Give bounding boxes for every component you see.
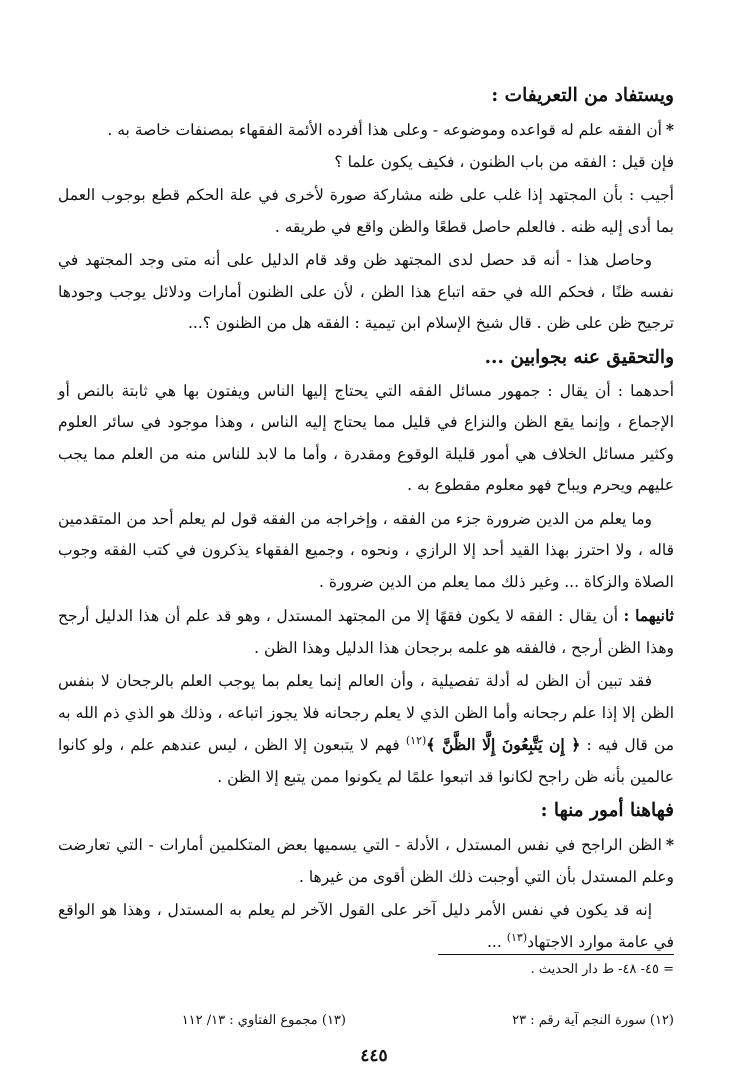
paragraph-answer: أجيب : بأن المجتهد إذا غلب على ظنه مشاركة صورة لأخرى في علة الحكم قطع بوجوب العمل بما أدى إليه ظنه . فالعلم حاصل قطعًا والظن واقع في طريقه .	[58, 186, 674, 236]
footnote-ref-12: (١٢)	[405, 733, 427, 747]
footnote-continuation: = ٤٥- ٤٨- ط دار الحديث .	[530, 962, 674, 977]
footnote-13: (١٣) مجموع الفتاوي : ١٣/ ١١٢	[181, 1013, 346, 1028]
paragraph-summary: وحاصل هذا - أنه قد حصل لدى المجتهد ظن وقد قام الدليل على أنه متى وجد المجتهد في نفسه ظنًا ، فحكم الله في حقه اتباع هذا الظن ، لأن على الظنون أمارات ودلائل يوجب وجودها ترجيح ظن على ظن . قال شيخ الإسلام ابن تيمية : الفقه هل من الظنون ؟...	[58, 251, 674, 332]
second-answer-text: أن يقال : الفقه لا يكون فقهًا إلا من المجتهد المستدل ، وهو قد علم أن هذا الدليل أرجح وهذا الظن أرجح ، فالفقه هو علمه برجحان هذا الدليل وهذا الظن .	[58, 607, 674, 657]
evidence-text-a: فقد تبين أن الظن له أدلة تفصيلية ، وأن العالم إنما يعلم بما يوجب العلم بالرجحان لا بنفس الظن إلا إذا علم رجحانه وأما الظن الذي لا يعلم رجحانه فلا يجوز اتباعه ، وذلك هو الذي ذم الله به من قال فيه :	[58, 672, 675, 754]
paragraph-preponderant-opinion	[58, 829, 674, 893]
page-number: ٤٤٥	[360, 1046, 388, 1066]
paragraph-second-answer	[58, 600, 674, 664]
evidence-text-b: فهم لا يتبعون إلا الظن ، ليس عندهم علم ، ولو كانوا عالمين بأنه ظن راجح لكانوا قد اتبعوا علمًا لم يكونوا ممن يتبع إلا الظن .	[58, 736, 674, 786]
second-answer-label: ثانيهما :	[623, 606, 674, 625]
bullet-star-icon: *	[665, 120, 674, 139]
paragraph-religion-necessity: وما يعلم من الدين ضرورة جزء من الفقه ، وإخراجه من الفقه قول لم يعلم أحد من المتقدمين قاله ، ولا احترز بهذا القيد أحد إلا الرازي ، ونحوه ، وجميع الفقهاء يذكرون في كتب الفقه وجوب الصلاة والزكاة ... وغير ذلك مما يعلم من الدين ضرورة .	[58, 509, 674, 591]
other-evidence-ellipsis: ...	[486, 932, 507, 951]
footnote-12: (١٢) سورة النجم آية رقم : ٢٣	[512, 1013, 674, 1028]
paragraph-fiqh-science-text: أن الفقه علم له قواعده وموضوعه - وعلى هذا أفرده الأئمة الفقهاء بمصنفات خاصة به .	[107, 121, 662, 139]
paragraph-fiqh-science	[58, 114, 674, 147]
page-body	[58, 78, 674, 958]
other-evidence-text: إنه قد يكون في نفس الأمر دليل آخر على القول الآخر لم يعلم به المستدل ، وهذا هو الواقع في عامة موارد الاجتهاد	[58, 901, 674, 951]
paragraph-first-answer: أحدهما : أن يقال : جمهور مسائل الفقه التي يحتاج إليها الناس ويفتون بها هي ثابتة بالنص أو الإجماع ، وإنما يقع الظن والنزاع في قليل مما يحتاج إليه الناس ، وهذا موجود في سائر العلوم وكثير مسائل الخلاف هي أمور قليلة الوقوع ومقدرة ، وأما ما لابد للناس منه من العلم مما يجب عليهم ويحرم ويباح فهو معلوم مقطوع به .	[58, 381, 675, 494]
paragraph-objection: فإن قيل : الفقه من باب الظنون ، فكيف يكون علما ؟	[334, 152, 674, 171]
quran-verse: ﴿ إِن يَتَّبِعُونَ إِلَّا الظَّنَّ ﴾	[426, 735, 581, 754]
bullet-star-icon: *	[665, 835, 674, 854]
footnote-divider	[438, 954, 674, 955]
heading-verification: والتحقيق عنه بجوابين ...	[484, 346, 674, 368]
footnote-ref-13: (١٣)	[506, 930, 528, 944]
heading-matters: فهاهنا أمور منها :	[540, 800, 674, 821]
paragraph-evidence	[58, 666, 674, 793]
preponderant-opinion-text: الظن الراجح في نفس المستدل ، الأدلة - التي يسميها بعض المتكلمين أمارات - التي تعارضت وعلم المستدل بأن التي أوجبت ذلك الظن أقوى من غيرها .	[58, 836, 674, 886]
paragraph-other-evidence	[58, 895, 674, 958]
heading-definitions: ويستفاد من التعريفات :	[491, 85, 674, 106]
